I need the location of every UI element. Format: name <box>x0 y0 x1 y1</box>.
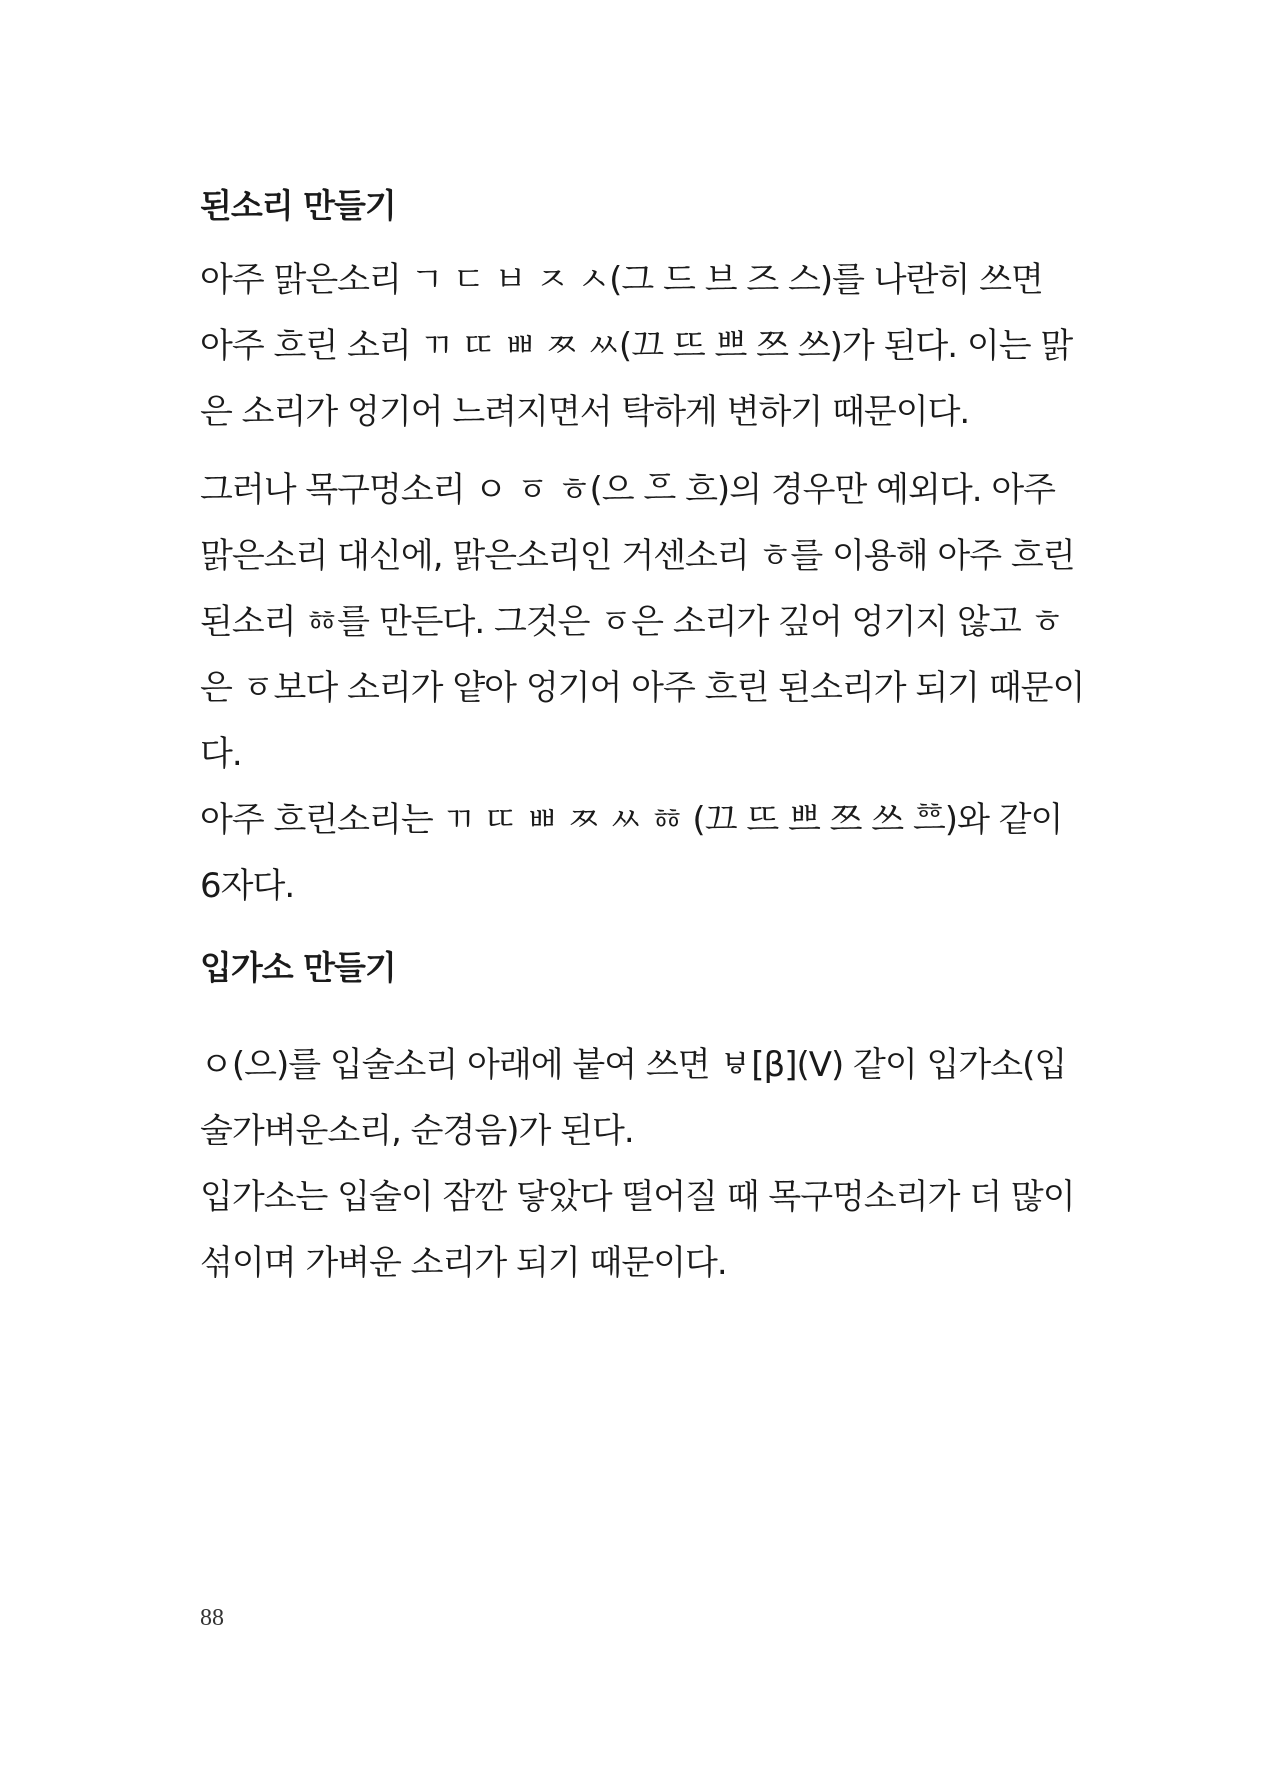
text-line: 다. <box>200 734 242 774</box>
paragraph <box>200 457 1120 919</box>
text-line: 아주 흐린소리는 ㄲ ㄸ ㅃ ㅉ ㅆ ㆅ (끄 뜨 쁘 쯔 쓰 ᅘᅳ)와 같이 <box>200 800 1063 840</box>
text-line: 아주 맑은소리 ㄱ ㄷ ㅂ ㅈ ㅅ(그 드 브 즈 스)를 나란히 쓰면 <box>200 260 1043 300</box>
section-heading-labiodental: 입가소 만들기 <box>200 948 396 987</box>
text-line: ㅇ(으)를 입술소리 아래에 붙여 쓰면 ㅸ[β](V) 같이 입가소(입 <box>200 1045 1067 1085</box>
text-line: 입가소는 입술이 잠깐 닿았다 떨어질 때 목구멍소리가 더 많이 <box>200 1177 1075 1217</box>
page-number: 88 <box>200 1605 224 1631</box>
text-line: 술가벼운소리, 순경음)가 된다. <box>200 1111 634 1151</box>
text-line: 된소리 ㆅ를 만든다. 그것은 ㆆ은 소리가 깊어 엉기지 않고 ㅎ <box>200 602 1063 642</box>
text-line: 6자다. <box>200 866 295 906</box>
text-line: 은 ㆆ보다 소리가 얕아 엉기어 아주 흐린 된소리가 되기 때문이 <box>200 668 1085 708</box>
section-heading-fortis: 된소리 만들기 <box>200 186 396 225</box>
text-line: 섞이며 가벼운 소리가 되기 때문이다. <box>200 1243 727 1283</box>
text-line: 맑은소리 대신에, 맑은소리인 거센소리 ㅎ를 이용해 아주 흐린 <box>200 536 1075 576</box>
text-line: 은 소리가 엉기어 느려지면서 탁하게 변하기 때문이다. <box>200 392 970 432</box>
paragraph <box>200 247 1120 445</box>
text-line: 그러나 목구멍소리 ㅇ ㆆ ㅎ(으 ᅙᅳ 흐)의 경우만 예외다. 아주 <box>200 470 1056 510</box>
paragraph <box>200 1032 1120 1296</box>
text-line: 아주 흐린 소리 ㄲ ㄸ ㅃ ㅉ ㅆ(끄 뜨 쁘 쯔 쓰)가 된다. 이는 맑 <box>200 326 1073 366</box>
